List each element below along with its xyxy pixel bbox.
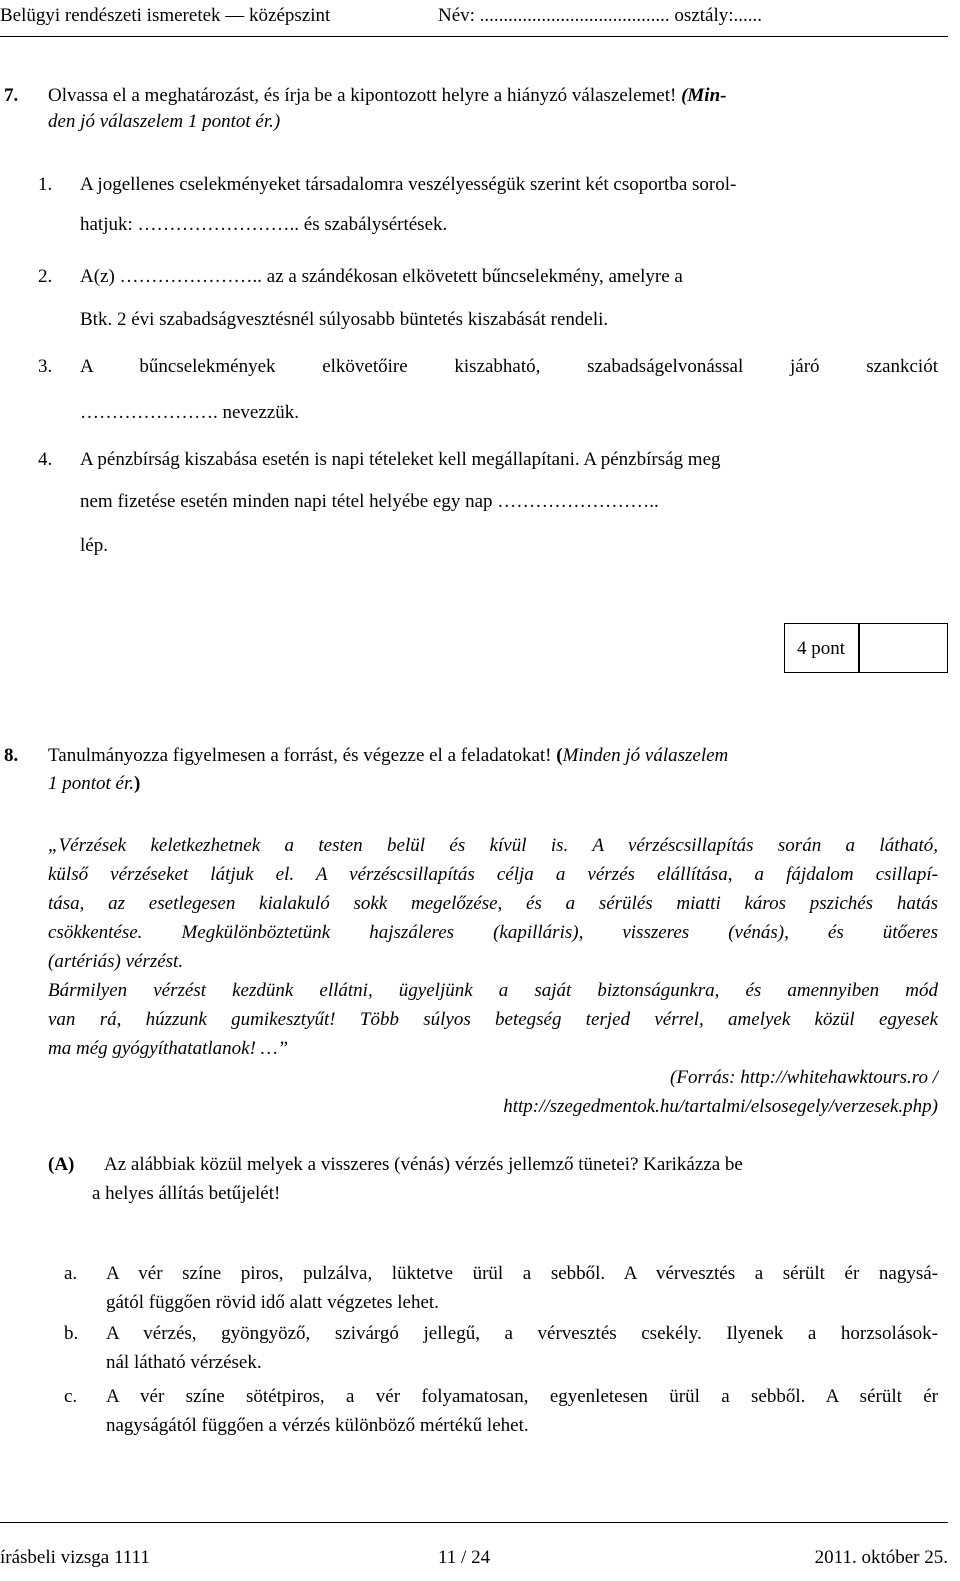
source-text-line: ma még gyógyíthatatlanok! …” <box>48 1038 289 1059</box>
footer-date: 2011. október 25. <box>814 1547 948 1568</box>
task7-instruction <box>48 86 726 105</box>
task7-item-text: A bűncselekmények elkövetőire kiszabható, szabadságelvonással járó szankciót <box>80 356 938 377</box>
part-a-label: (A) <box>48 1154 75 1175</box>
source-citation: (Forrás: http://whitehawktours.ro / <box>670 1067 938 1088</box>
task7-item-number: 2. <box>38 266 53 287</box>
task7-item-text: lép. <box>80 535 108 556</box>
task7-item-text: …………………. nevezzük. <box>80 402 299 423</box>
task8-instruction-italic: Minden jó válaszelem <box>562 745 729 766</box>
source-text-line: tása, az esetlegesen kialakuló sokk megelőzése, és a sérülés miatti káros pszichés hatás <box>48 893 938 914</box>
task8-paren-close: ) <box>134 773 141 794</box>
option-text: A vérzés, gyöngyöző, szivárgó jellegű, a vérvesztés csekély. Ilyenek a horzsolások- <box>106 1323 938 1344</box>
source-text-line: külső vérzéseket látjuk el. A vérzéscsillapítás célja a vérzés elállítása, a fájdalom csillapí- <box>48 864 938 885</box>
task7-item-text: A jogellenes cselekményeket társadalomra veszélyességük szerint két csoportba sorol- <box>80 174 737 195</box>
task7-instruction-text: Olvassa el a meghatározást, és írja be a kipontozott helyre a hiányzó válaszelemet! <box>48 85 682 106</box>
option-letter[interactable]: b. <box>64 1323 79 1344</box>
task8-instruction-italic-2: 1 pontot ér. <box>48 773 135 794</box>
task7-instruction-bold: (Min- <box>681 85 727 106</box>
task7-item-text: nem fizetése esetén minden napi tétel helyébe egy nap …………………….. <box>80 491 659 512</box>
points-label: 4 pont <box>797 638 846 659</box>
task8-instruction-line2 <box>48 774 140 793</box>
header-subject: Belügyi rendészeti ismeretek — középszint <box>0 5 331 26</box>
source-text-line: csökkentése. Megkülönböztetünk hajszáleres (kapilláris), visszeres (vénás), és ütőeres <box>48 922 938 943</box>
task7-item-text: hatjuk: …………………….. és szabálysértések. <box>80 214 448 235</box>
footer-page-number: 11 / 24 <box>438 1547 491 1568</box>
task7-item-text: Btk. 2 évi szabadságvesztésnél súlyosabb büntetés kiszabását rendeli. <box>80 309 609 330</box>
task8-instruction <box>48 746 728 765</box>
task7-item-number: 4. <box>38 449 53 470</box>
footer-left: írásbeli vizsga 1111 <box>0 1547 150 1568</box>
source-text-line: Bármilyen vérzést kezdünk ellátni, ügyeljünk a saját biztonságunkra, és amennyiben mód <box>48 980 938 1001</box>
task8-number: 8. <box>4 745 19 766</box>
task7-instruction-line2: den jó válaszelem 1 pontot ér.) <box>48 111 281 132</box>
header-divider <box>0 36 948 37</box>
option-text: gától függően rövid idő alatt végzetes lehet. <box>106 1292 439 1313</box>
task7-item-text: A pénzbírság kiszabása esetén is napi tételeket kell megállapítani. A pénzbírság meg <box>80 449 721 470</box>
task8-instruction-text: Tanulmányozza figyelmesen a forrást, és végezze el a feladatokat! <box>48 745 557 766</box>
option-text: A vér színe sötétpiros, a vér folyamatosan, egyenletesen ürül a sebből. A sérült ér <box>106 1386 938 1407</box>
source-text-line: (artériás) vérzést. <box>48 951 184 972</box>
part-a-question: Az alábbiak közül melyek a visszeres (vénás) vérzés jellemző tünetei? Karikázza be <box>104 1154 743 1175</box>
source-text-line: „Vérzések keletkezhetnek a testen belül és kívül is. A vérzéscsillapítás során a látható, <box>48 835 938 856</box>
option-text: nál látható vérzések. <box>106 1352 262 1373</box>
footer-divider <box>0 1522 948 1523</box>
option-letter[interactable]: a. <box>64 1263 78 1284</box>
task7-item-number: 3. <box>38 356 53 377</box>
part-a-question: a helyes állítás betűjelét! <box>92 1183 281 1204</box>
task7-item-text: A(z) ………………….. az a szándékosan elkövetett bűncselekmény, amelyre a <box>80 266 683 287</box>
task8-paren-open: ( <box>556 745 563 766</box>
task7-item-number: 1. <box>38 174 53 195</box>
task7-number: 7. <box>4 85 19 106</box>
points-score-box[interactable] <box>858 623 948 673</box>
option-text: A vér színe piros, pulzálva, lüktetve ürül a sebből. A vérvesztés a sérült ér nagysá- <box>106 1263 938 1284</box>
option-letter[interactable]: c. <box>64 1386 78 1407</box>
option-text: nagyságától függően a vérzés különböző mértékű lehet. <box>106 1415 529 1436</box>
source-text-line: van rá, húzzunk gumikesztyűt! Több súlyos betegség terjed vérrel, amelyek közül egyesek <box>48 1009 938 1030</box>
header-name-field: Név: ........................................ osztály:...... <box>438 5 763 26</box>
source-citation: http://szegedmentok.hu/tartalmi/elsosegely/verzesek.php) <box>503 1096 938 1117</box>
